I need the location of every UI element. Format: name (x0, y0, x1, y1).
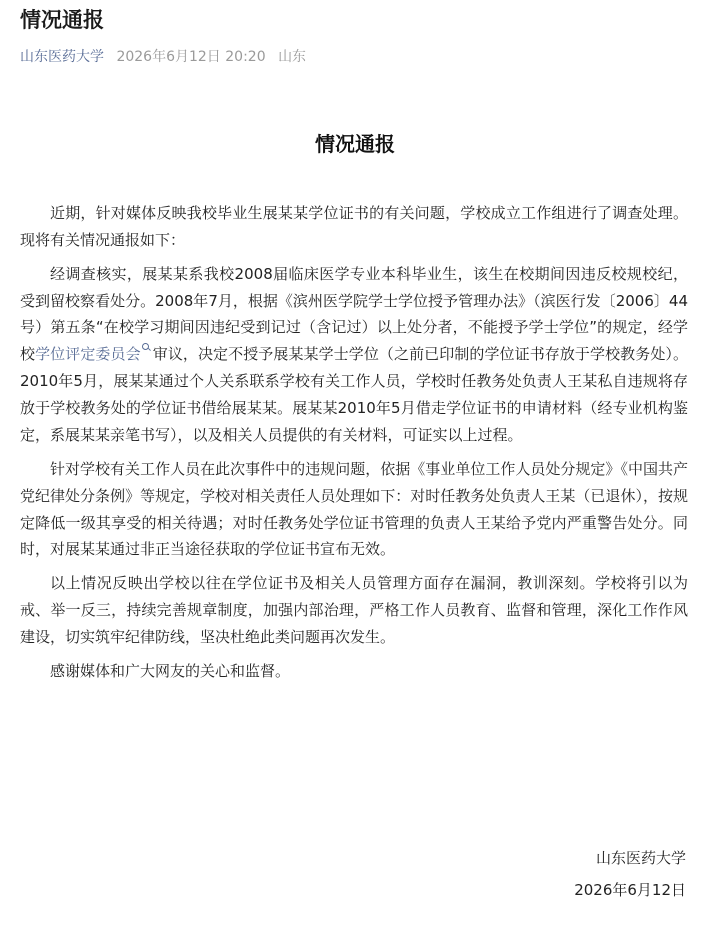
paragraph-investigation (20, 261, 688, 449)
paragraph-investigation-text-a: 经调查核实，展某某系我校2008届临床医学专业本科毕业生，该生在校期间因违反校规校纪，受到留校察看处分。2008年7月，根据《滨州医学院学士学位授予管理办法》（滨医行发〔2006〕44号）第五条“在校学习期间因违纪受到记过（含记过）以上处分者，不能授予学士学位”的规定，经学校 (20, 264, 688, 364)
paragraph-intro: 近期，针对媒体反映我校毕业生展某某学位证书的有关问题，学校成立工作组进行了调查处理。现将有关情况通报如下： (20, 204, 688, 249)
publish-region: 山东 (278, 49, 307, 65)
paragraph-investigation-text-b: 审议，决定不授予展某某学士学位（之前已印制的学位证书存放于学校教务处）。2010年5月，展某某通过个人关系联系学校有关工作人员，学校时任教务处负责人王某私自违规将存放于学校教务处的学位证书借给展某某。展某某2010年5月借走学位证书的申请材料（经专业机构鉴定，系展某某亲笔书写），以及相关人员提供的有关材料，可证实以上过程。 (20, 345, 688, 445)
article-meta (20, 47, 306, 67)
paragraph-thanks: 感谢媒体和广大网友的关心和监督。 (50, 661, 291, 680)
account-name-link[interactable]: 山东医药大学 (20, 49, 104, 65)
degree-committee-search-link[interactable]: 学位评定委员会 (35, 345, 141, 364)
signature-organization: 山东医药大学 (595, 849, 686, 867)
signature-date: 2026年6月12日 (574, 881, 686, 899)
notice-heading: 情况通报 (315, 132, 395, 156)
paragraph-discipline: 针对学校有关工作人员在此次事件中的违规问题，依据《事业单位工作人员处分规定》《中国共产党纪律处分条例》等规定，学校对相关责任人员处理如下：对时任教务处负责人王某（已退休），按规定降低一级其享受的相关待遇；对时任教务处学位证书管理的负责人王某给予党内严重警告处分。同时，对展某某通过非正当途径获取的学位证书宣布无效。 (20, 459, 688, 559)
article-title: 情况通报 (20, 8, 104, 32)
publish-date: 2026年6月12日 20:20 (116, 49, 266, 65)
paragraph-lessons: 以上情况反映出学校以往在学位证书及相关人员管理方面存在漏洞，教训深刻。学校将引以为戒、举一反三，持续完善规章制度，加强内部治理，严格工作人员教育、监督和管理，深化工作作风建设，切实筑牢纪律防线，坚决杜绝此类问题再次发生。 (20, 574, 688, 646)
search-icon[interactable] (142, 343, 151, 352)
notice-body (20, 200, 688, 691)
